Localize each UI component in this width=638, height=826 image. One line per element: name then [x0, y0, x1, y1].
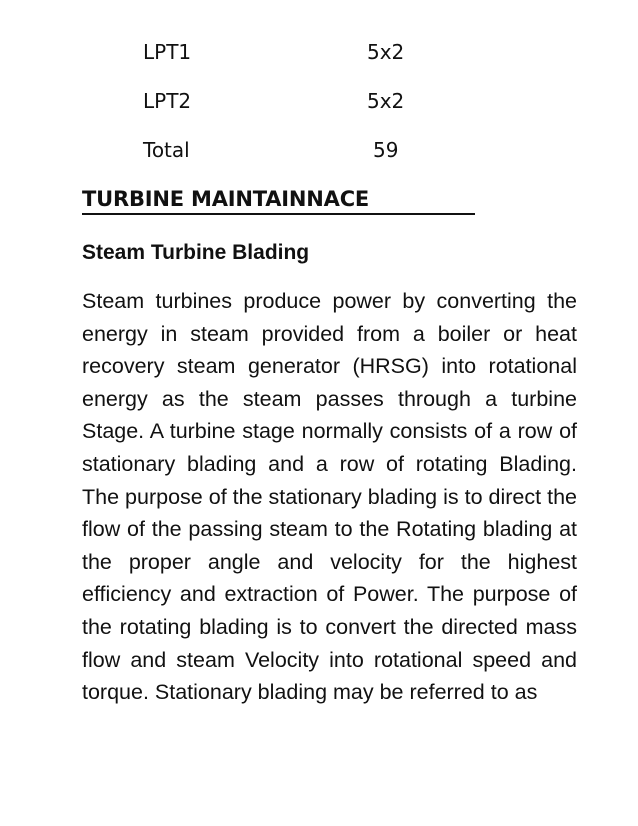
component-name: LPT2 — [143, 89, 192, 113]
component-quantity: 5x2 — [367, 40, 405, 64]
component-name: Total — [143, 138, 190, 162]
body-paragraph: Steam turbines produce power by converting the energy in steam provided from a boiler or heat recovery steam generator (HRSG) into rotational energy as the steam passes through a turbine Stage. A turbine stage normally consists of a row of stationary blading and a row of rotating Blading. The purpose of the stationary blading is to direct the flow of the passing steam to the Rotating blading at the proper angle and velocity for the highest efficiency and extraction of Power. The purpose of the rotating blading is to convert the directed mass flow and steam Velocity into rotational speed and torque. Stationary blading may be referred to as — [82, 289, 577, 705]
component-quantity: 59 — [373, 138, 399, 162]
section-heading: TURBINE MAINTAINNACE — [82, 186, 475, 215]
table-row — [0, 40, 638, 70]
component-name: LPT1 — [143, 40, 192, 64]
table-row — [0, 89, 638, 119]
subsection-heading: Steam Turbine Blading — [82, 241, 310, 264]
table-row — [0, 138, 638, 168]
component-quantity: 5x2 — [367, 89, 405, 113]
